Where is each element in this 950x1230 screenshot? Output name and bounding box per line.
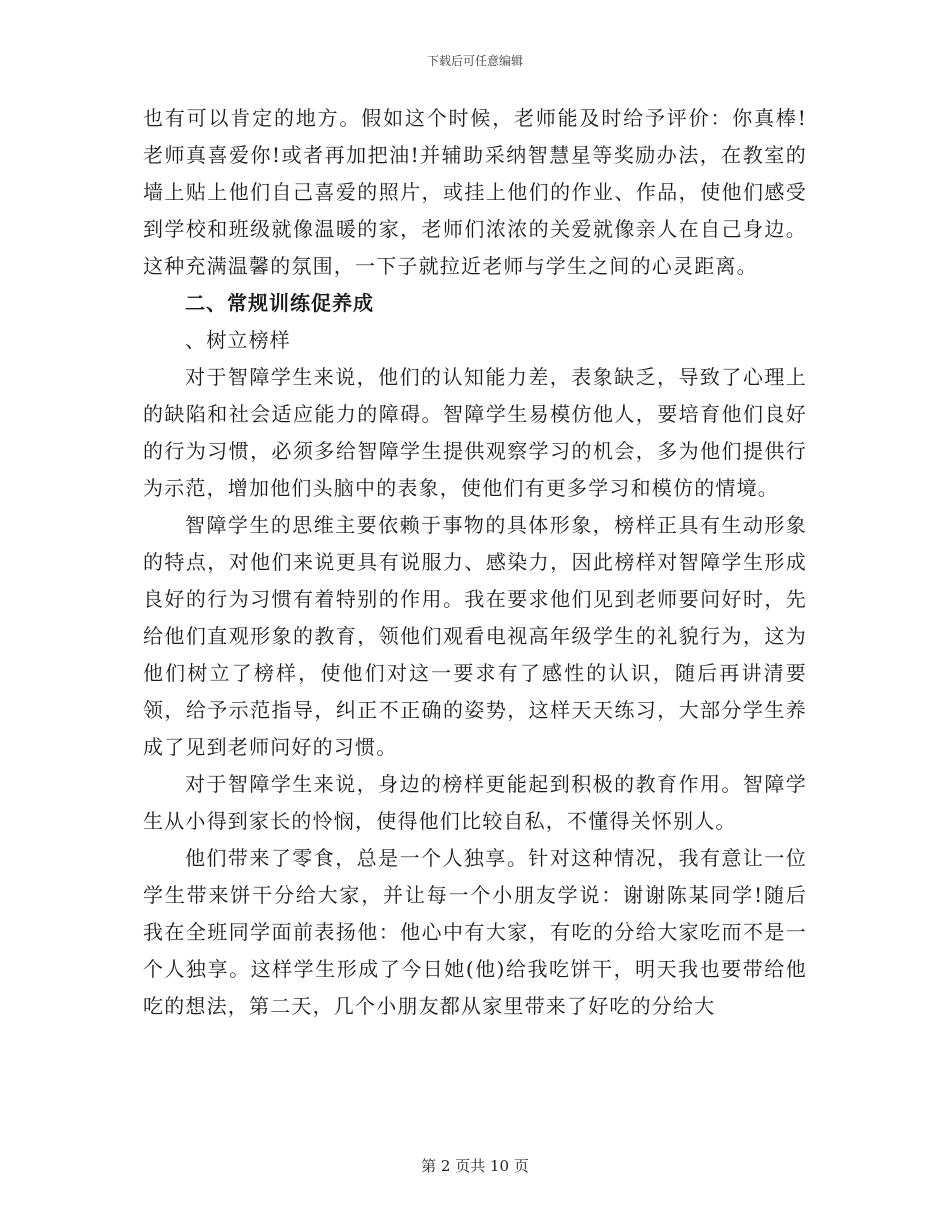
page-footer: 第 2 页共 10 页 — [421, 1157, 529, 1175]
page-header: 下载后可任意编辑 — [426, 54, 523, 68]
paragraph-4: 对于智障学生来说，身边的榜样更能起到积极的教育作用。智障学生从小得到家长的怜悯，使得他们比较自私，不懂得关怀别人。 — [143, 772, 807, 833]
section-heading: 二、常规训练促养成 — [185, 291, 374, 315]
paragraph-3: 智障学生的思维主要依赖于事物的具体形象，榜样正具有生动形象的特点，对他们来说更具有说服力、感染力，因此榜样对智障学生形成良好的行为习惯有着特别的作用。我在要求他们见到老师要问好时，先给他们直观形象的教育，领他们观看电视高年级学生的礼貌行为，这为他们树立了榜样，使他们对这一要求有了感性的认识，随后再讲清要领，给予示范指导，纠正不正确的姿势，这样天天练习，大部分学生养成了见到老师问好的习惯。 — [143, 513, 807, 759]
paragraph-1: 也有可以肯定的地方。假如这个时候，老师能及时给予评价：你真棒!老师真喜爱你!或者再加把油!并辅助采纳智慧星等奖励办法，在教室的墙上贴上他们自己喜爱的照片，或挂上他们的作业、作品，使他们感受到学校和班级就像温暖的家，老师们浓浓的关爱就像亲人在自己身边。这种充满温馨的氛围，一下子就拉近老师与学生之间的心灵距离。 — [143, 106, 807, 278]
document-body — [143, 100, 807, 1025]
paragraph-5: 他们带来了零食，总是一个人独享。针对这种情况，我有意让一位学生带来饼干分给大家，并让每一个小朋友学说：谢谢陈某同学!随后我在全班同学面前表扬他：他心中有大家，有吃的分给大家吃而不是一个人独享。这样学生形成了今日她(他)给我吃饼干，明天我也要带给他吃的想法，第二天，几个小朋友都从家里带来了好吃的分给大 — [143, 846, 807, 1018]
paragraph-2: 对于智障学生来说，他们的认知能力差，表象缺乏，导致了心理上的缺陷和社会适应能力的障碍。智障学生易模仿他人，要培育他们良好的行为习惯，必须多给智障学生提供观察学习的机会，多为他们提供行为示范，增加他们头脑中的表象，使他们有更多学习和模仿的情境。 — [143, 365, 807, 500]
subsection-heading: 、树立榜样 — [185, 328, 291, 352]
